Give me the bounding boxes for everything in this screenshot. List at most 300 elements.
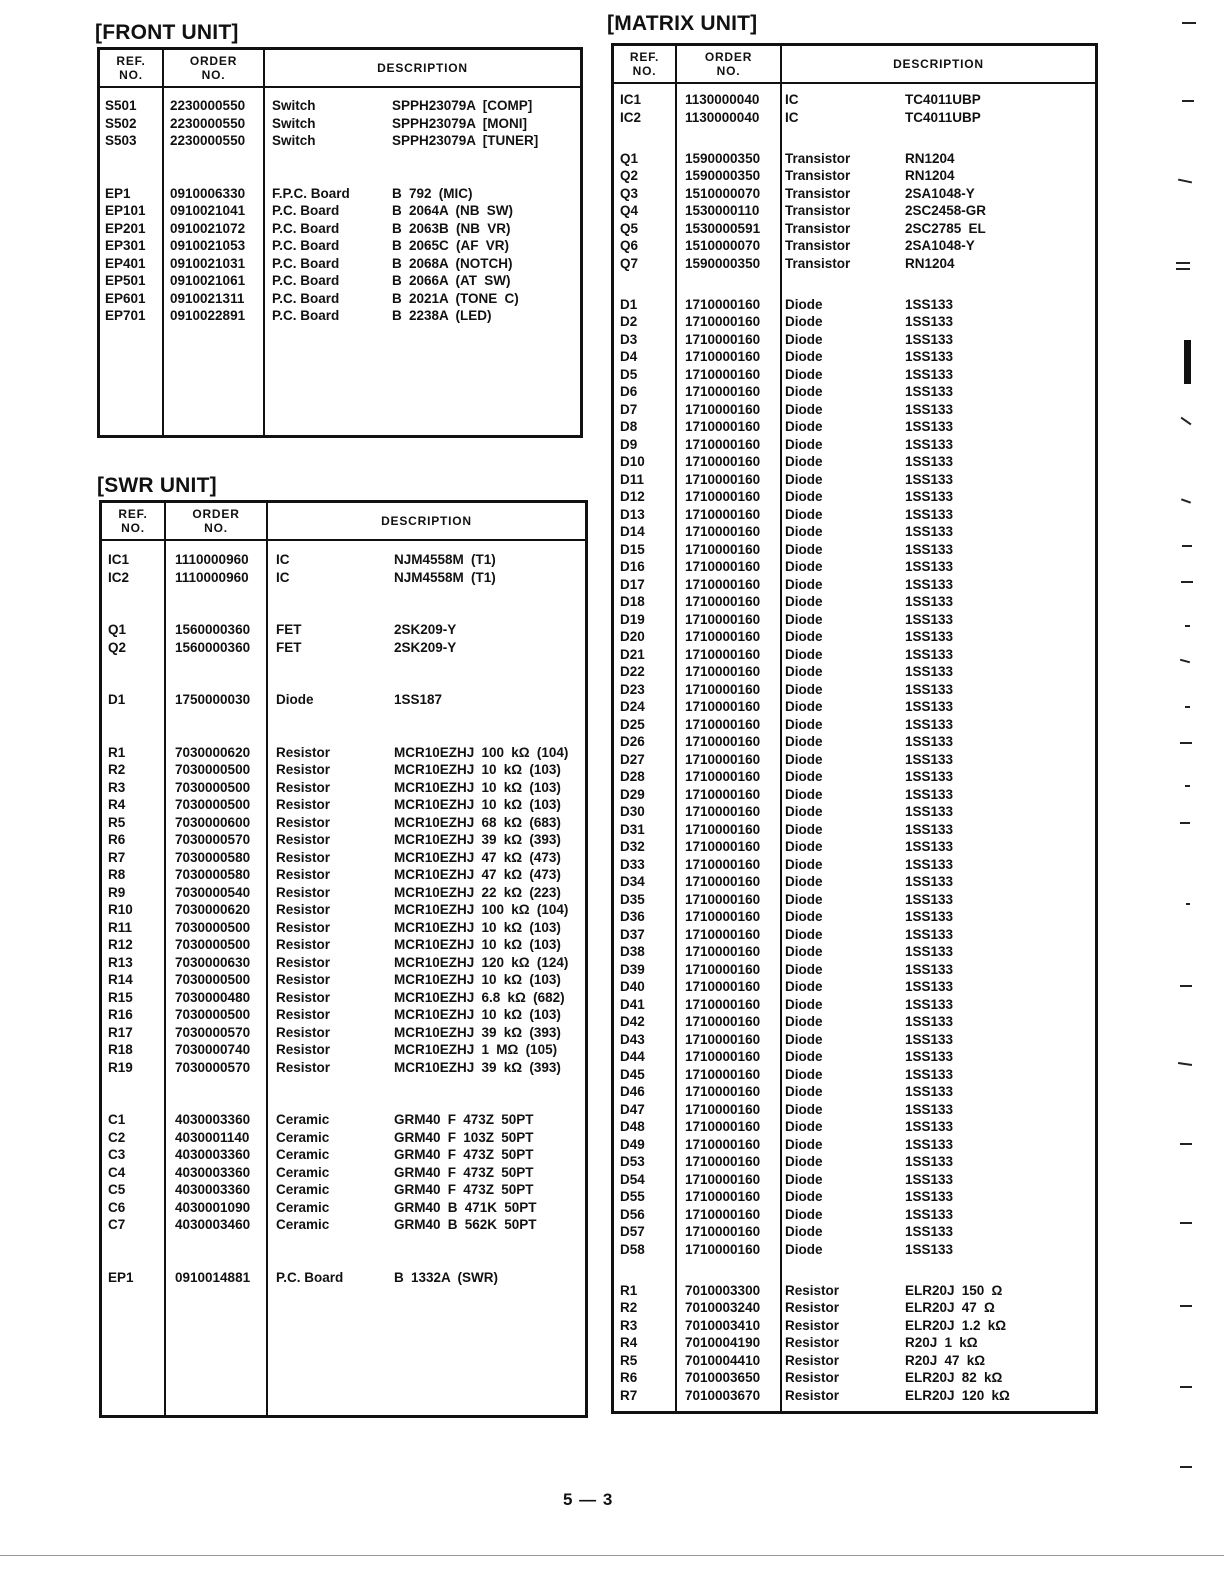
ref-no-cell: C1 — [108, 1112, 126, 1127]
order-no-cell: 7030000480 — [175, 989, 251, 1005]
swr-unit-table — [99, 500, 588, 1418]
description-part-cell: 2SA1048-Y — [905, 238, 975, 253]
parts-row — [102, 831, 585, 849]
description-part-cell: 1SS133 — [905, 839, 954, 854]
description-part-cell: RN1204 — [905, 255, 955, 271]
parts-row — [614, 996, 1095, 1014]
description-part-cell: 1SS133 — [905, 944, 954, 959]
margin-mark — [1181, 581, 1193, 583]
parts-row — [614, 803, 1095, 821]
ref-no-cell: D22 — [620, 664, 645, 679]
parts-row — [102, 796, 585, 814]
group-spacer — [614, 272, 1095, 296]
description-part-cell: 1SS133 — [905, 804, 954, 819]
parts-row — [614, 255, 1095, 273]
description-part-cell: 1SS133 — [905, 1171, 954, 1187]
parts-row — [614, 978, 1095, 996]
parts-row — [100, 97, 580, 115]
parts-row — [614, 185, 1095, 203]
description-type-cell: Resistor — [785, 1300, 840, 1315]
table-header — [614, 46, 1095, 84]
order-no-cell: 7030000600 — [175, 814, 251, 830]
ref-no-cell: R3 — [108, 779, 126, 795]
description-part-cell: 1SS133 — [905, 1206, 954, 1222]
description-type-cell: Diode — [785, 541, 823, 557]
description-part-cell: MCR10EZHJ 10 kΩ (103) — [394, 972, 561, 987]
description-part-cell: 1SS133 — [905, 331, 954, 347]
order-no-cell: 0910021031 — [170, 255, 246, 271]
description-type-cell: Ceramic — [276, 1217, 330, 1232]
description-type-cell: Diode — [785, 419, 823, 434]
description-type-cell: Diode — [785, 1119, 823, 1134]
description-part-cell: SPPH23079A [TUNER] — [392, 133, 539, 148]
parts-row — [614, 488, 1095, 506]
ref-no-cell: D53 — [620, 1154, 645, 1169]
header-description — [265, 50, 580, 86]
table-body — [100, 88, 580, 325]
description-part-cell: 1SS133 — [905, 1189, 954, 1204]
order-no-cell: 0910021061 — [170, 273, 246, 288]
description-part-cell: 2SA1048-Y — [905, 185, 975, 201]
parts-row — [614, 1352, 1095, 1370]
order-no-cell: 1710000160 — [685, 541, 761, 557]
ref-no-cell: R6 — [620, 1370, 638, 1385]
description-type-cell: Resistor — [276, 1007, 331, 1022]
order-no-cell: 1710000160 — [685, 874, 761, 889]
order-no-cell: 1710000160 — [685, 471, 761, 487]
order-no-cell: 1710000160 — [685, 1136, 761, 1152]
description-part-cell: B 792 (MIC) — [392, 185, 473, 201]
description-type-cell: Diode — [785, 559, 823, 574]
parts-row — [102, 1006, 585, 1024]
ref-no-cell: D39 — [620, 961, 645, 977]
parts-row — [614, 1188, 1095, 1206]
ref-no-cell: C2 — [108, 1129, 126, 1145]
parts-row — [614, 1083, 1095, 1101]
description-type-cell: Diode — [785, 874, 823, 889]
margin-mark — [1182, 22, 1196, 24]
description-type-cell: Transistor — [785, 255, 851, 271]
ref-no-cell: D49 — [620, 1136, 645, 1152]
parts-row — [614, 1118, 1095, 1136]
description-type-cell: Diode — [785, 856, 823, 872]
description-part-cell: 1SS133 — [905, 454, 954, 469]
parts-row — [614, 1206, 1095, 1224]
parts-row — [614, 1171, 1095, 1189]
ref-no-cell: D6 — [620, 384, 638, 399]
description-type-cell: Diode — [785, 734, 823, 749]
order-no-cell: 1110000960 — [175, 569, 249, 585]
description-type-cell: Diode — [785, 1136, 823, 1152]
order-no-cell: 1710000160 — [685, 996, 761, 1012]
description-type-cell: P.C. Board — [272, 273, 340, 288]
parts-row — [614, 1317, 1095, 1335]
group-spacer — [614, 126, 1095, 150]
description-part-cell: ELR20J 82 kΩ — [905, 1370, 1003, 1385]
description-part-cell: MCR10EZHJ 10 kΩ (103) — [394, 919, 561, 935]
order-no-cell: 4030003360 — [175, 1147, 251, 1162]
parts-row — [102, 691, 585, 709]
ref-no-cell: EP701 — [105, 308, 146, 323]
description-part-cell: MCR10EZHJ 10 kΩ (103) — [394, 779, 561, 795]
order-no-cell: 0910021311 — [170, 290, 245, 306]
order-no-cell: 7030000500 — [175, 797, 251, 812]
order-no-cell: 1710000160 — [685, 366, 761, 382]
ref-no-cell: D23 — [620, 681, 645, 697]
description-type-cell: Resistor — [785, 1387, 840, 1403]
description-type-cell: Resistor — [276, 919, 331, 935]
description-part-cell: 1SS133 — [905, 471, 954, 487]
description-type-cell: Diode — [785, 594, 823, 609]
description-type-cell: Diode — [785, 1206, 823, 1222]
parts-row — [614, 716, 1095, 734]
description-part-cell: 1SS133 — [905, 699, 954, 714]
description-type-cell: Diode — [785, 926, 823, 942]
ref-no-cell: EP1 — [105, 185, 131, 201]
description-part-cell: 1SS133 — [905, 436, 954, 452]
description-part-cell: 1SS133 — [905, 314, 954, 329]
ref-no-cell: D57 — [620, 1224, 645, 1239]
matrix-unit-title: [MATRIX UNIT] — [607, 12, 758, 35]
order-no-cell: 1710000160 — [685, 1241, 761, 1257]
ref-no-cell: R17 — [108, 1024, 133, 1040]
description-type-cell: Diode — [785, 716, 823, 732]
parts-row — [102, 884, 585, 902]
parts-row — [614, 1223, 1095, 1241]
ref-no-cell: C4 — [108, 1164, 126, 1180]
order-no-cell: 7030000620 — [175, 744, 251, 760]
order-no-cell: 1560000360 — [175, 639, 251, 655]
margin-mark — [1180, 1222, 1192, 1224]
parts-row — [614, 943, 1095, 961]
description-type-cell: Diode — [785, 786, 823, 802]
description-type-cell: Switch — [272, 115, 316, 131]
ref-no-cell: Q2 — [620, 168, 639, 183]
ref-no-cell: Q4 — [620, 203, 639, 218]
description-part-cell: MCR10EZHJ 10 kΩ (103) — [394, 797, 561, 812]
parts-row — [102, 989, 585, 1007]
margin-mark — [1176, 262, 1190, 264]
description-part-cell: MCR10EZHJ 10 kΩ (103) — [394, 762, 561, 777]
parts-row — [102, 936, 585, 954]
group-spacer — [102, 586, 585, 621]
ref-no-cell: R2 — [108, 762, 126, 777]
description-type-cell: Diode — [785, 646, 823, 662]
description-part-cell: 1SS133 — [905, 716, 954, 732]
order-no-cell: 1710000160 — [685, 489, 761, 504]
ref-no-cell: S503 — [105, 133, 137, 148]
order-no-cell: 0910021041 — [170, 203, 246, 218]
order-no-cell: 1710000160 — [685, 611, 761, 627]
parts-row — [102, 971, 585, 989]
description-type-cell: Diode — [785, 401, 823, 417]
margin-mark — [1182, 100, 1194, 102]
margin-mark — [1185, 785, 1190, 787]
description-type-cell: Resistor — [276, 849, 331, 865]
description-type-cell: Resistor — [276, 762, 331, 777]
parts-row — [614, 202, 1095, 220]
parts-row — [614, 873, 1095, 891]
ref-no-cell: D40 — [620, 979, 645, 994]
scan-bottom-edge — [0, 1555, 1224, 1556]
ref-no-cell: D15 — [620, 541, 645, 557]
description-part-cell: 1SS133 — [905, 734, 954, 749]
description-type-cell: Diode — [785, 1224, 823, 1239]
parts-row — [614, 681, 1095, 699]
parts-row — [614, 436, 1095, 454]
order-no-cell: 0910022891 — [170, 308, 246, 323]
description-type-cell: Diode — [785, 314, 823, 329]
order-no-cell: 0910021072 — [170, 220, 246, 236]
description-type-cell: Resistor — [276, 814, 331, 830]
description-part-cell: B 2238A (LED) — [392, 308, 492, 323]
description-part-cell: B 2066A (AT SW) — [392, 273, 511, 288]
ref-no-cell: D4 — [620, 349, 638, 364]
order-no-cell: 1710000160 — [685, 786, 761, 802]
description-type-cell: Resistor — [785, 1317, 840, 1333]
ref-no-cell: D20 — [620, 629, 645, 644]
description-type-cell: Diode — [785, 839, 823, 854]
order-no-cell: 7030000500 — [175, 1007, 251, 1022]
ref-no-cell: EP101 — [105, 203, 146, 218]
parts-row — [102, 814, 585, 832]
ref-no-cell: R8 — [108, 867, 126, 882]
ref-no-cell: R1 — [108, 744, 126, 760]
description-part-cell: MCR10EZHJ 22 kΩ (223) — [394, 884, 561, 900]
description-part-cell: 1SS133 — [905, 856, 954, 872]
description-part-cell: 1SS133 — [905, 1241, 954, 1257]
description-type-cell: Diode — [276, 692, 314, 707]
description-type-cell: Resistor — [276, 867, 331, 882]
description-type-cell: Diode — [785, 821, 823, 837]
description-type-cell: Diode — [785, 1031, 823, 1047]
description-part-cell: GRM40 F 473Z 50PT — [394, 1112, 534, 1127]
description-type-cell: P.C. Board — [276, 1269, 344, 1285]
ref-no-cell: C6 — [108, 1199, 126, 1215]
margin-mark — [1180, 1386, 1192, 1388]
parts-row — [614, 576, 1095, 594]
header-ref-line2: NO. — [121, 521, 145, 535]
header-order-no — [166, 503, 266, 539]
description-part-cell: 1SS133 — [905, 1066, 954, 1082]
order-no-cell: 1510000070 — [685, 185, 761, 201]
description-part-cell: 1SS133 — [905, 1014, 954, 1029]
parts-row — [614, 821, 1095, 839]
description-part-cell: MCR10EZHJ 100 kΩ (104) — [394, 744, 569, 760]
description-type-cell: Diode — [785, 979, 823, 994]
ref-no-cell: C7 — [108, 1217, 126, 1232]
ref-no-cell: R12 — [108, 937, 133, 952]
ref-no-cell: IC2 — [108, 569, 130, 585]
ref-no-cell: EP201 — [105, 220, 146, 236]
order-no-cell: 1710000160 — [685, 751, 761, 767]
order-no-cell: 7030000500 — [175, 937, 251, 952]
order-no-cell: 4030003360 — [175, 1182, 251, 1197]
order-no-cell: 1710000160 — [685, 646, 761, 662]
ref-no-cell: D58 — [620, 1241, 645, 1257]
ref-no-cell: D5 — [620, 366, 638, 382]
ref-no-cell: D31 — [620, 821, 645, 837]
parts-row — [102, 1216, 585, 1234]
order-no-cell: 4030003460 — [175, 1217, 251, 1232]
parts-row — [100, 220, 580, 238]
ref-no-cell: D34 — [620, 874, 645, 889]
parts-row — [614, 593, 1095, 611]
description-type-cell: Diode — [785, 769, 823, 784]
parts-row — [102, 761, 585, 779]
order-no-cell: 7010003240 — [685, 1300, 761, 1315]
description-part-cell: 1SS133 — [905, 979, 954, 994]
order-no-cell: 1710000160 — [685, 1154, 761, 1169]
description-part-cell: MCR10EZHJ 39 kΩ (393) — [394, 832, 561, 847]
parts-row — [102, 866, 585, 884]
description-type-cell: Resistor — [276, 884, 331, 900]
ref-no-cell: D42 — [620, 1014, 645, 1029]
description-part-cell: 1SS133 — [905, 751, 954, 767]
ref-no-cell: R19 — [108, 1059, 133, 1075]
parts-row — [102, 1146, 585, 1164]
parts-row — [614, 348, 1095, 366]
description-type-cell: Diode — [785, 664, 823, 679]
description-part-cell: 1SS133 — [905, 506, 954, 522]
order-no-cell: 1590000350 — [685, 150, 761, 166]
order-no-cell: 7030000500 — [175, 779, 251, 795]
description-type-cell: Diode — [785, 296, 823, 312]
order-no-cell: 4030001140 — [175, 1129, 250, 1145]
parts-row — [102, 621, 585, 639]
ref-no-cell: D28 — [620, 769, 645, 784]
parts-row — [614, 331, 1095, 349]
description-type-cell: Diode — [785, 524, 823, 539]
description-part-cell: MCR10EZHJ 39 kΩ (393) — [394, 1059, 561, 1075]
description-type-cell: Transistor — [785, 238, 851, 253]
margin-mark — [1178, 1062, 1192, 1066]
description-part-cell: 1SS133 — [905, 384, 954, 399]
parts-row — [614, 1136, 1095, 1154]
order-no-cell: 1710000160 — [685, 576, 761, 592]
parts-row — [102, 1181, 585, 1199]
description-type-cell: Ceramic — [276, 1147, 330, 1162]
parts-row — [614, 167, 1095, 185]
ref-no-cell: D54 — [620, 1171, 645, 1187]
margin-mark — [1185, 625, 1190, 627]
parts-row — [614, 1048, 1095, 1066]
margin-mark — [1180, 1305, 1192, 1307]
description-type-cell: FET — [276, 622, 302, 637]
header-order-line2: NO. — [204, 521, 228, 535]
description-type-cell: Ceramic — [276, 1182, 330, 1197]
description-part-cell: 1SS133 — [905, 366, 954, 382]
description-part-cell: 1SS133 — [905, 296, 954, 312]
description-type-cell: FET — [276, 639, 302, 655]
order-no-cell: 1710000160 — [685, 891, 761, 907]
ref-no-cell: D24 — [620, 699, 645, 714]
header-ref-no — [102, 503, 164, 539]
description-part-cell: 1SS133 — [905, 664, 954, 679]
description-part-cell: 2SC2458-GR — [905, 203, 987, 218]
parts-row — [614, 698, 1095, 716]
parts-row — [614, 366, 1095, 384]
description-part-cell: 1SS133 — [905, 646, 954, 662]
description-part-cell: ELR20J 1.2 kΩ — [905, 1317, 1007, 1333]
description-part-cell: 1SS133 — [905, 559, 954, 574]
description-type-cell: Diode — [785, 891, 823, 907]
order-no-cell: 1710000160 — [685, 699, 761, 714]
ref-no-cell: IC2 — [620, 109, 642, 125]
description-type-cell: Diode — [785, 1154, 823, 1169]
order-no-cell: 7030000500 — [175, 919, 251, 935]
order-no-cell: 7010003410 — [685, 1317, 761, 1333]
margin-mark — [1180, 742, 1192, 744]
description-type-cell: Transistor — [785, 203, 851, 218]
description-type-cell: Ceramic — [276, 1164, 330, 1180]
parts-row — [102, 1129, 585, 1147]
description-part-cell: NJM4558M (T1) — [394, 569, 496, 585]
parts-row — [100, 290, 580, 308]
order-no-cell: 1590000350 — [685, 168, 761, 183]
description-part-cell: MCR10EZHJ 68 kΩ (683) — [394, 814, 561, 830]
description-part-cell: R20J 47 kΩ — [905, 1352, 986, 1368]
description-part-cell: NJM4558M (T1) — [394, 552, 496, 567]
margin-mark — [1181, 498, 1191, 503]
ref-no-cell: D13 — [620, 506, 645, 522]
order-no-cell: 1710000160 — [685, 1014, 761, 1029]
ref-no-cell: D33 — [620, 856, 645, 872]
description-part-cell: 1SS133 — [905, 1154, 954, 1169]
description-part-cell: MCR10EZHJ 10 kΩ (103) — [394, 937, 561, 952]
ref-no-cell: D29 — [620, 786, 645, 802]
order-no-cell: 1710000160 — [685, 681, 761, 697]
header-order-line1: ORDER — [192, 507, 240, 521]
ref-no-cell: R13 — [108, 954, 133, 970]
order-no-cell: 1530000591 — [685, 220, 761, 236]
table-header — [100, 50, 580, 88]
header-ref-no — [100, 50, 162, 86]
description-part-cell: 1SS133 — [905, 1049, 954, 1064]
description-part-cell: MCR10EZHJ 6.8 kΩ (682) — [394, 989, 565, 1005]
description-type-cell: Transistor — [785, 220, 851, 236]
order-no-cell: 7010003650 — [685, 1370, 761, 1385]
ref-no-cell: D14 — [620, 524, 645, 539]
description-part-cell: SPPH23079A [MONI] — [392, 115, 528, 131]
parts-row — [614, 1031, 1095, 1049]
ref-no-cell: D3 — [620, 331, 638, 347]
ref-no-cell: C3 — [108, 1147, 126, 1162]
ref-no-cell: R7 — [620, 1387, 638, 1403]
description-type-cell: Diode — [785, 1049, 823, 1064]
order-no-cell: 1710000160 — [685, 296, 761, 312]
description-part-cell: MCR10EZHJ 47 kΩ (473) — [394, 849, 561, 865]
parts-row — [100, 132, 580, 150]
order-no-cell: 1130000040 — [685, 92, 760, 107]
description-part-cell: TC4011UBP — [905, 92, 981, 107]
order-no-cell: 1710000160 — [685, 1224, 761, 1239]
parts-row — [102, 1199, 585, 1217]
description-part-cell: B 1332A (SWR) — [394, 1269, 499, 1285]
description-type-cell: Resistor — [785, 1282, 840, 1298]
ref-no-cell: IC1 — [108, 552, 130, 567]
order-no-cell: 1710000160 — [685, 821, 761, 837]
ref-no-cell: R18 — [108, 1042, 133, 1057]
description-part-cell: B 2064A (NB SW) — [392, 203, 514, 218]
order-no-cell: 1710000160 — [685, 594, 761, 609]
description-part-cell: 1SS133 — [905, 629, 954, 644]
parts-row — [102, 1041, 585, 1059]
parts-row — [614, 751, 1095, 769]
margin-mark — [1186, 903, 1190, 905]
parts-row — [614, 1369, 1095, 1387]
table-header — [102, 503, 585, 541]
